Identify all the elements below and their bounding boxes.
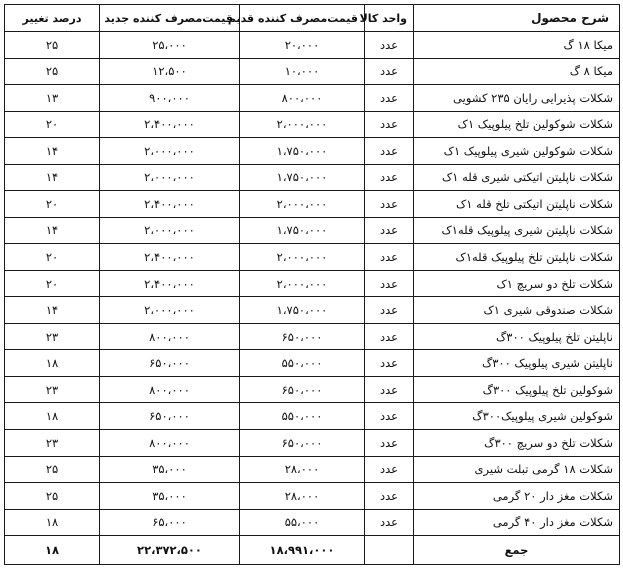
table-row: [5, 58, 620, 85]
cell-description: شکلات ناپلیتن شیری پیلوپیک قله۱ک: [414, 217, 620, 244]
cell-new-price: ۲،۰۰۰،۰۰۰: [100, 138, 240, 165]
cell-change-percent: ۱۴: [5, 217, 100, 244]
cell-old-price: ۲۸،۰۰۰: [240, 483, 365, 510]
cell-change-percent: ۲۳: [5, 376, 100, 403]
cell-old-price: ۲،۰۰۰،۰۰۰: [240, 270, 365, 297]
cell-unit: عدد: [365, 85, 414, 112]
cell-new-price: ۲،۰۰۰،۰۰۰: [100, 164, 240, 191]
cell-description: شکلات ناپلیتن اتیکتی تلخ قله ۱ک: [414, 191, 620, 218]
cell-new-price: ۲،۰۰۰،۰۰۰: [100, 297, 240, 324]
total-label: جمع: [414, 536, 620, 565]
table-row: [5, 456, 620, 483]
table-row: [5, 270, 620, 297]
cell-new-price: ۹۰۰،۰۰۰: [100, 85, 240, 112]
cell-unit: عدد: [365, 483, 414, 510]
cell-unit: عدد: [365, 456, 414, 483]
cell-unit: عدد: [365, 323, 414, 350]
table-row: [5, 403, 620, 430]
cell-change-percent: ۲۵: [5, 58, 100, 85]
cell-description: شکلات مغز دار ۴۰ گرمی: [414, 509, 620, 536]
table-row: [5, 429, 620, 456]
cell-new-price: ۸۰۰،۰۰۰: [100, 429, 240, 456]
total-change-percent: ۱۸: [5, 536, 100, 565]
cell-change-percent: ۲۰: [5, 270, 100, 297]
cell-unit: عدد: [365, 138, 414, 165]
table-row: [5, 32, 620, 59]
cell-unit: عدد: [365, 191, 414, 218]
cell-old-price: ۱،۷۵۰،۰۰۰: [240, 217, 365, 244]
cell-new-price: ۶۵۰،۰۰۰: [100, 403, 240, 430]
cell-change-percent: ۲۰: [5, 244, 100, 271]
cell-old-price: ۵۵۰،۰۰۰: [240, 403, 365, 430]
table-row: [5, 483, 620, 510]
cell-description: شکلات تلخ دو سریچ ۱ک: [414, 270, 620, 297]
cell-new-price: ۶۵۰،۰۰۰: [100, 350, 240, 377]
cell-change-percent: ۲۵: [5, 483, 100, 510]
cell-old-price: ۶۵۰،۰۰۰: [240, 429, 365, 456]
cell-change-percent: ۲۵: [5, 32, 100, 59]
cell-old-price: ۱،۷۵۰،۰۰۰: [240, 138, 365, 165]
table-row: [5, 297, 620, 324]
cell-description: شکلات شوکولین شیری پیلوپیک ۱ک: [414, 138, 620, 165]
cell-new-price: ۸۰۰،۰۰۰: [100, 323, 240, 350]
total-unit-cell: [365, 536, 414, 565]
header-change-percent: درصد تغییر: [5, 5, 100, 32]
table-row: [5, 323, 620, 350]
cell-description: شکلات ۱۸ گرمی تبلت شیری: [414, 456, 620, 483]
cell-unit: عدد: [365, 244, 414, 271]
header-row: [5, 5, 620, 32]
table-row: [5, 85, 620, 112]
cell-description: میکا ۱۸ گ: [414, 32, 620, 59]
cell-description: میکا ۸ گ: [414, 58, 620, 85]
table-row: [5, 350, 620, 377]
cell-change-percent: ۲۰: [5, 111, 100, 138]
cell-change-percent: ۲۵: [5, 456, 100, 483]
cell-change-percent: ۱۸: [5, 403, 100, 430]
cell-new-price: ۲،۴۰۰،۰۰۰: [100, 270, 240, 297]
cell-unit: عدد: [365, 297, 414, 324]
cell-change-percent: ۲۰: [5, 191, 100, 218]
table-row: [5, 164, 620, 191]
cell-old-price: ۶۵۰،۰۰۰: [240, 376, 365, 403]
cell-change-percent: ۱۴: [5, 297, 100, 324]
total-old-price: ۱۸،۹۹۱،۰۰۰: [240, 536, 365, 565]
cell-unit: عدد: [365, 32, 414, 59]
table-row: [5, 509, 620, 536]
cell-old-price: ۱،۷۵۰،۰۰۰: [240, 164, 365, 191]
cell-description: شوکولین شیری پیلوپیک۳۰۰گ: [414, 403, 620, 430]
header-description: شرح محصول: [414, 5, 620, 32]
cell-old-price: ۲،۰۰۰،۰۰۰: [240, 111, 365, 138]
cell-change-percent: ۱۳: [5, 85, 100, 112]
table-row: [5, 217, 620, 244]
cell-unit: عدد: [365, 217, 414, 244]
cell-change-percent: ۱۸: [5, 350, 100, 377]
cell-new-price: ۲،۴۰۰،۰۰۰: [100, 244, 240, 271]
header-unit: واحد کالا: [365, 5, 414, 32]
cell-new-price: ۸۰۰،۰۰۰: [100, 376, 240, 403]
table-row: [5, 244, 620, 271]
cell-new-price: ۳۵،۰۰۰: [100, 456, 240, 483]
cell-new-price: ۶۵،۰۰۰: [100, 509, 240, 536]
cell-new-price: ۲،۰۰۰،۰۰۰: [100, 217, 240, 244]
table-row: [5, 111, 620, 138]
header-new-price: قیمت‌مصرف کننده جدید: [100, 5, 240, 32]
cell-description: شکلات ناپلیتن تلخ پیلوپیک قله۱ک: [414, 244, 620, 271]
cell-description: ناپلیتن تلخ پیلوپیک ۳۰۰گ: [414, 323, 620, 350]
cell-new-price: ۲،۴۰۰،۰۰۰: [100, 191, 240, 218]
price-list-page: [4, 4, 619, 565]
cell-unit: عدد: [365, 403, 414, 430]
cell-change-percent: ۱۴: [5, 138, 100, 165]
cell-old-price: ۲۸،۰۰۰: [240, 456, 365, 483]
cell-change-percent: ۲۳: [5, 323, 100, 350]
cell-change-percent: ۲۳: [5, 429, 100, 456]
cell-description: شکلات شوکولین تلخ پیلوپیک ۱ک: [414, 111, 620, 138]
cell-unit: عدد: [365, 164, 414, 191]
cell-unit: عدد: [365, 58, 414, 85]
cell-unit: عدد: [365, 350, 414, 377]
price-table: [4, 4, 620, 565]
cell-new-price: ۳۵،۰۰۰: [100, 483, 240, 510]
table-row: [5, 376, 620, 403]
cell-old-price: ۵۵۰،۰۰۰: [240, 350, 365, 377]
cell-unit: عدد: [365, 509, 414, 536]
cell-old-price: ۱،۷۵۰،۰۰۰: [240, 297, 365, 324]
cell-old-price: ۸۰۰،۰۰۰: [240, 85, 365, 112]
cell-unit: عدد: [365, 429, 414, 456]
cell-old-price: ۱۰،۰۰۰: [240, 58, 365, 85]
cell-new-price: ۲،۴۰۰،۰۰۰: [100, 111, 240, 138]
table-row: [5, 191, 620, 218]
cell-change-percent: ۱۴: [5, 164, 100, 191]
cell-description: شکلات پذیرایی رایان ۲۳۵ کشویی: [414, 85, 620, 112]
cell-unit: عدد: [365, 270, 414, 297]
cell-old-price: ۲۰،۰۰۰: [240, 32, 365, 59]
header-old-price: قیمت‌مصرف کننده قدیم: [240, 5, 365, 32]
table-body: [5, 32, 620, 565]
cell-old-price: ۶۵۰،۰۰۰: [240, 323, 365, 350]
table-row: [5, 138, 620, 165]
cell-new-price: ۱۲،۵۰۰: [100, 58, 240, 85]
cell-description: شکلات مغز دار ۲۰ گرمی: [414, 483, 620, 510]
cell-description: شوکولین تلخ پیلوپیک ۳۰۰گ: [414, 376, 620, 403]
cell-description: شکلات صندوقی شیری ۱ک: [414, 297, 620, 324]
cell-unit: عدد: [365, 111, 414, 138]
cell-change-percent: ۱۸: [5, 509, 100, 536]
cell-unit: عدد: [365, 376, 414, 403]
total-row: [5, 536, 620, 565]
cell-new-price: ۲۵،۰۰۰: [100, 32, 240, 59]
cell-old-price: ۲،۰۰۰،۰۰۰: [240, 191, 365, 218]
cell-old-price: ۵۵،۰۰۰: [240, 509, 365, 536]
total-new-price: ۲۲،۳۷۲،۵۰۰: [100, 536, 240, 565]
cell-description: شکلات ناپلیتن اتیکتی شیری قله ۱ک: [414, 164, 620, 191]
cell-description: ناپلیتن شیری پیلوپیک ۳۰۰گ: [414, 350, 620, 377]
cell-old-price: ۲،۰۰۰،۰۰۰: [240, 244, 365, 271]
cell-description: شکلات تلخ دو سریچ ۳۰۰گ: [414, 429, 620, 456]
